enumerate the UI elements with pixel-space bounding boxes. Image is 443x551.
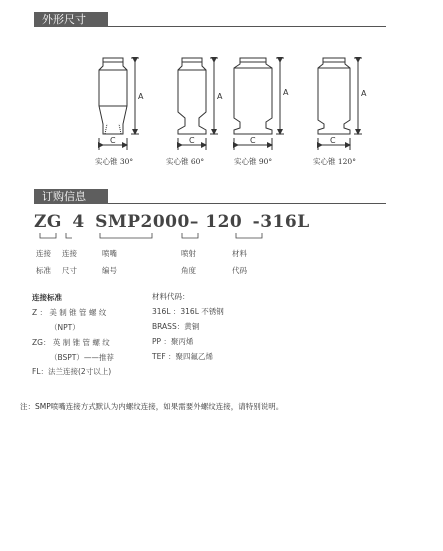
dimension-label-a: A [283, 88, 289, 97]
dimension-label-a: A [217, 92, 223, 101]
model-code-part: 120 [205, 212, 243, 232]
model-code-part: ZG [34, 212, 62, 232]
dimension-label-a: A [138, 92, 144, 101]
dimension-label-a: A [361, 89, 367, 98]
material-code-title: 材料代码： [152, 292, 190, 301]
diagram-caption: 实心锥 30° [95, 157, 134, 166]
material-code-item: 316L ：316L 不锈钢 [152, 307, 224, 316]
material-code-item: BRASS：黄铜 [152, 322, 200, 331]
material-code-item: TEF ：聚四氟乙烯 [152, 352, 214, 361]
model-code-part: SMP2000– [95, 212, 199, 232]
connection-standard-title: 连接标准 [32, 293, 62, 302]
model-code-part: -316L [252, 212, 310, 232]
material-code-item: PP ：聚丙烯 [152, 337, 194, 346]
ordering-section-header: 订购信息 [34, 189, 108, 204]
dimension-label-c: C [110, 136, 116, 145]
code-label-spray-angle: 喷射 角度 [181, 249, 196, 275]
code-label-nozzle-number: 喷嘴 编号 [102, 249, 117, 275]
dimension-label-c: C [189, 136, 195, 145]
model-code-part: 4 [72, 212, 85, 232]
code-label-connection-standard: 连接 标准 [36, 249, 51, 275]
connection-note: 注：SMP喷嘴连接方式默认为内螺纹连接，如果需要外螺纹连接，请特别说明。 [20, 402, 284, 411]
diagram-caption: 实心锥 60° [166, 157, 205, 166]
connection-standard-item: ZG： 英 制 锥 管 螺 纹 [32, 338, 110, 347]
diagram-caption: 实心锥 90° [234, 157, 273, 166]
connection-standard-item: （BSPT）——推荐 [50, 353, 114, 362]
model-code-leaders [0, 0, 443, 260]
diagram-caption: 实心锥 120° [313, 157, 356, 166]
code-label-material-code: 材料 代码 [232, 249, 247, 275]
dimensions-section-header: 外形尺寸 [34, 12, 108, 27]
dimension-label-c: C [330, 136, 336, 145]
code-label-connection-size: 连接 尺寸 [62, 249, 77, 275]
connection-standard-item: （NPT） [50, 323, 80, 332]
connection-standard-item: Z ： 美 制 锥 管 螺 纹 [32, 308, 107, 317]
connection-standard-item: FL：法兰连接(2寸以上) [32, 367, 112, 376]
dimension-label-c: C [250, 136, 256, 145]
